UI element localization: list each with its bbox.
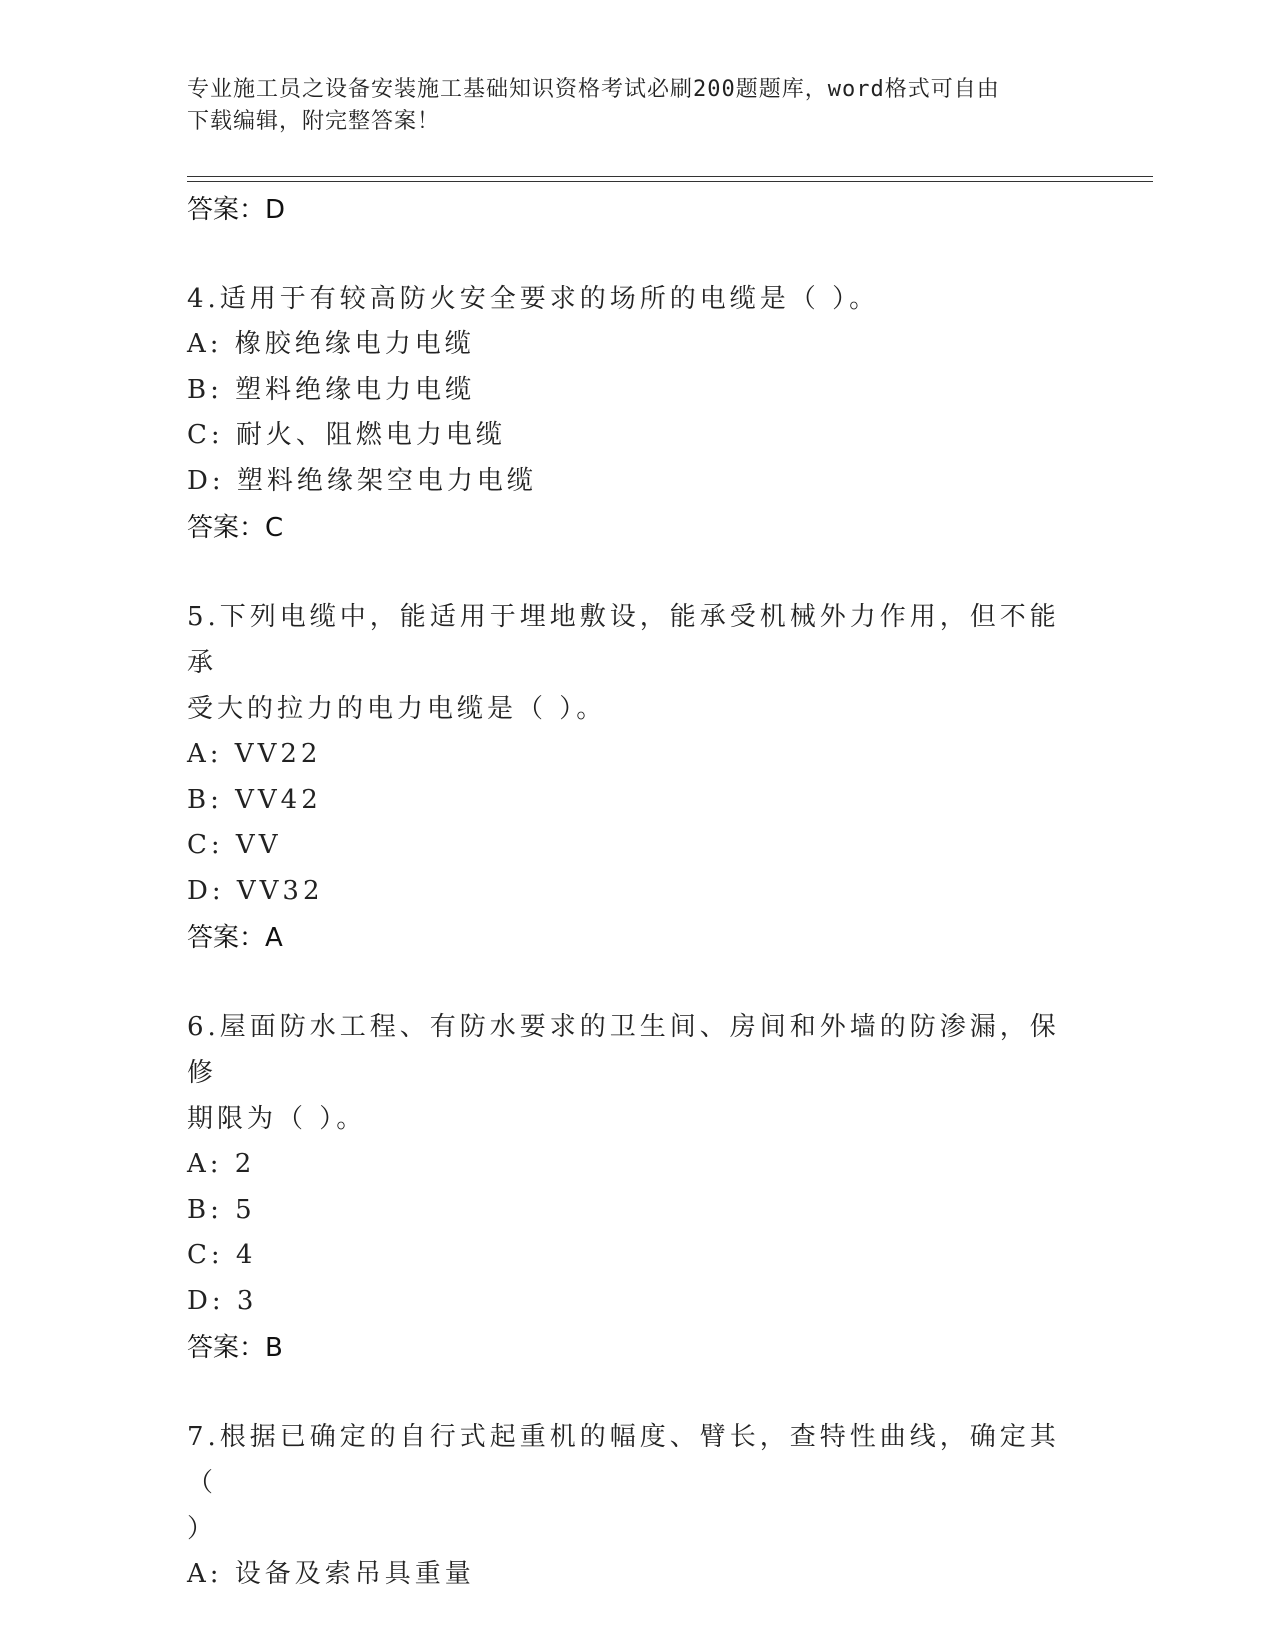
question-block [187,594,1087,962]
option-c: C: 4 [187,1240,257,1270]
option-b: B: 5 [187,1194,256,1225]
header-rule-top [187,176,1153,177]
option-a: A: 橡胶绝缘电力电缆 [187,329,475,359]
option-c: C: VV [187,830,282,860]
option-d: D: VV32 [187,875,324,906]
option-a: A: 2 [187,1149,256,1179]
question-text-continued: ） [187,1514,218,1544]
answer-line: 答案：D [187,195,286,225]
header-line-2: 下载编辑，附完整答案！ [187,109,441,134]
option-c: C: 耐火、阻燃电力电缆 [187,420,506,450]
question-block [187,276,1087,552]
document-header [187,74,1067,138]
answer-line: 答案：C [187,513,284,543]
answer-line: 答案：B [187,1333,283,1363]
question-text: 5.下列电缆中，能适用于埋地敷设，能承受机械外力作用，但不能承 [187,602,1060,678]
question-text-continued: 受大的拉力的电力电缆是（ ）。 [187,694,607,724]
header-rule-bottom [187,181,1153,182]
option-d: D: 3 [187,1285,258,1316]
option-b: B: 塑料绝缘电力电缆 [187,374,476,405]
option-a: A: VV22 [187,739,322,769]
question-block [187,1414,1087,1598]
question-text: 6.屋面防水工程、有防水要求的卫生间、房间和外墙的防渗漏，保修 [187,1012,1060,1088]
answer-line: 答案：A [187,923,283,953]
spacer [187,962,1087,1004]
option-a: A: 设备及索吊具重量 [187,1559,475,1589]
question-text: 4.适用于有较高防火安全要求的场所的电缆是（ ）。 [187,284,880,314]
option-d: D: 塑料绝缘架空电力电缆 [187,465,537,496]
spacer [187,1372,1087,1414]
question-text: 7.根据已确定的自行式起重机的幅度、臂长，查特性曲线，确定其（ [187,1422,1060,1498]
document-body [187,186,1087,1598]
question-block [187,1004,1087,1372]
option-b: B: VV42 [187,784,322,815]
spacer [187,552,1087,594]
question-text-continued: 期限为（ ）。 [187,1104,367,1134]
header-line-1: 专业施工员之设备安装施工基础知识资格考试必刷200题题库，word格式可自由 [187,77,1000,102]
spacer [187,234,1087,276]
